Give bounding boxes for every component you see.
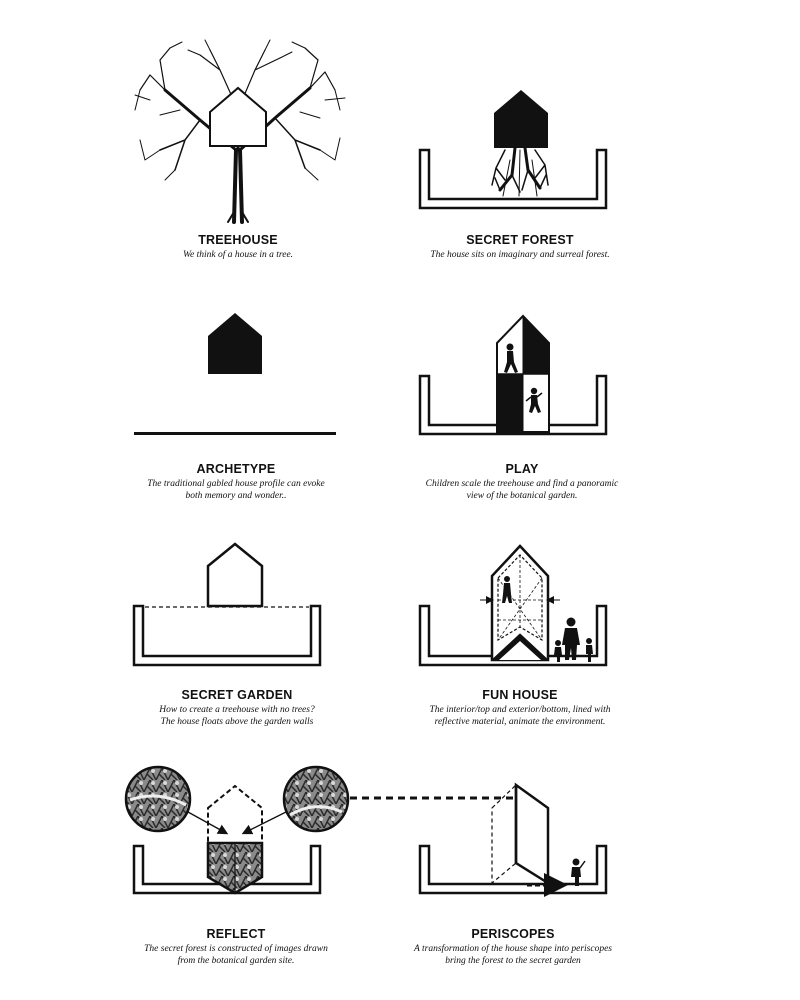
panel-description-line: bring the forest to the secret garden xyxy=(445,956,581,966)
caption-treehouse xyxy=(88,233,388,261)
archetype-ground xyxy=(134,432,336,435)
panel-description-line: How to create a treehouse with no trees? xyxy=(159,705,315,715)
panel-description-line: The house floats above the garden walls xyxy=(160,717,314,727)
caption-periscopes xyxy=(363,927,663,967)
panel-description-line: reflective material, animate the environment. xyxy=(434,717,606,727)
caption-play xyxy=(372,462,672,502)
secret-forest-roots xyxy=(492,148,548,196)
periscopes-mirror xyxy=(492,785,548,883)
caption-secret-garden xyxy=(87,688,387,728)
panel-title: FUN HOUSE xyxy=(482,688,558,702)
fun-house-frame xyxy=(480,546,560,660)
reflect-dashed-house xyxy=(208,786,262,843)
secret-forest-house xyxy=(494,90,548,148)
panel-title: SECRET FOREST xyxy=(466,233,574,247)
panel-title: PLAY xyxy=(505,462,539,476)
reflect-image-circle-left xyxy=(126,767,190,831)
panel-description-line: from the botanical garden site. xyxy=(177,956,295,966)
panel-description-line: The traditional gabled house profile can evoke xyxy=(147,479,325,489)
play-house xyxy=(497,316,549,432)
panel-description-line: view of the botanical garden. xyxy=(466,491,578,501)
secret-garden-walls xyxy=(134,606,320,665)
caption-archetype xyxy=(86,462,386,502)
panel-description-line: We think of a house in a tree. xyxy=(182,250,294,260)
panel-description-line: The secret forest is constructed of images drawn xyxy=(144,944,328,954)
caption-secret-forest xyxy=(370,233,670,261)
panel-description-line: both memory and wonder.. xyxy=(185,491,287,501)
panel-description-line: The house sits on imaginary and surreal forest. xyxy=(430,250,610,260)
panel-title: REFLECT xyxy=(206,927,266,941)
secret-garden-house xyxy=(208,544,262,606)
periscopes-child xyxy=(571,859,585,887)
panel-description-line: Children scale the treehouse and find a panoramic xyxy=(425,479,619,489)
panel-title: SECRET GARDEN xyxy=(181,688,293,702)
reflect-arrows xyxy=(188,812,286,833)
panel-title: TREEHOUSE xyxy=(198,233,278,247)
treehouse-house-outline xyxy=(210,88,266,146)
panel-description-line: A transformation of the house shape into periscopes xyxy=(414,944,612,954)
archetype-house xyxy=(208,313,262,374)
reflect-image-circle-right xyxy=(284,767,348,831)
caption-reflect xyxy=(86,927,386,967)
caption-fun-house xyxy=(370,688,670,728)
panel-title: PERISCOPES xyxy=(471,927,555,941)
panel-title: ARCHETYPE xyxy=(196,462,276,476)
panel-description-line: The interior/top and exterior/bottom, lined with xyxy=(429,705,611,715)
